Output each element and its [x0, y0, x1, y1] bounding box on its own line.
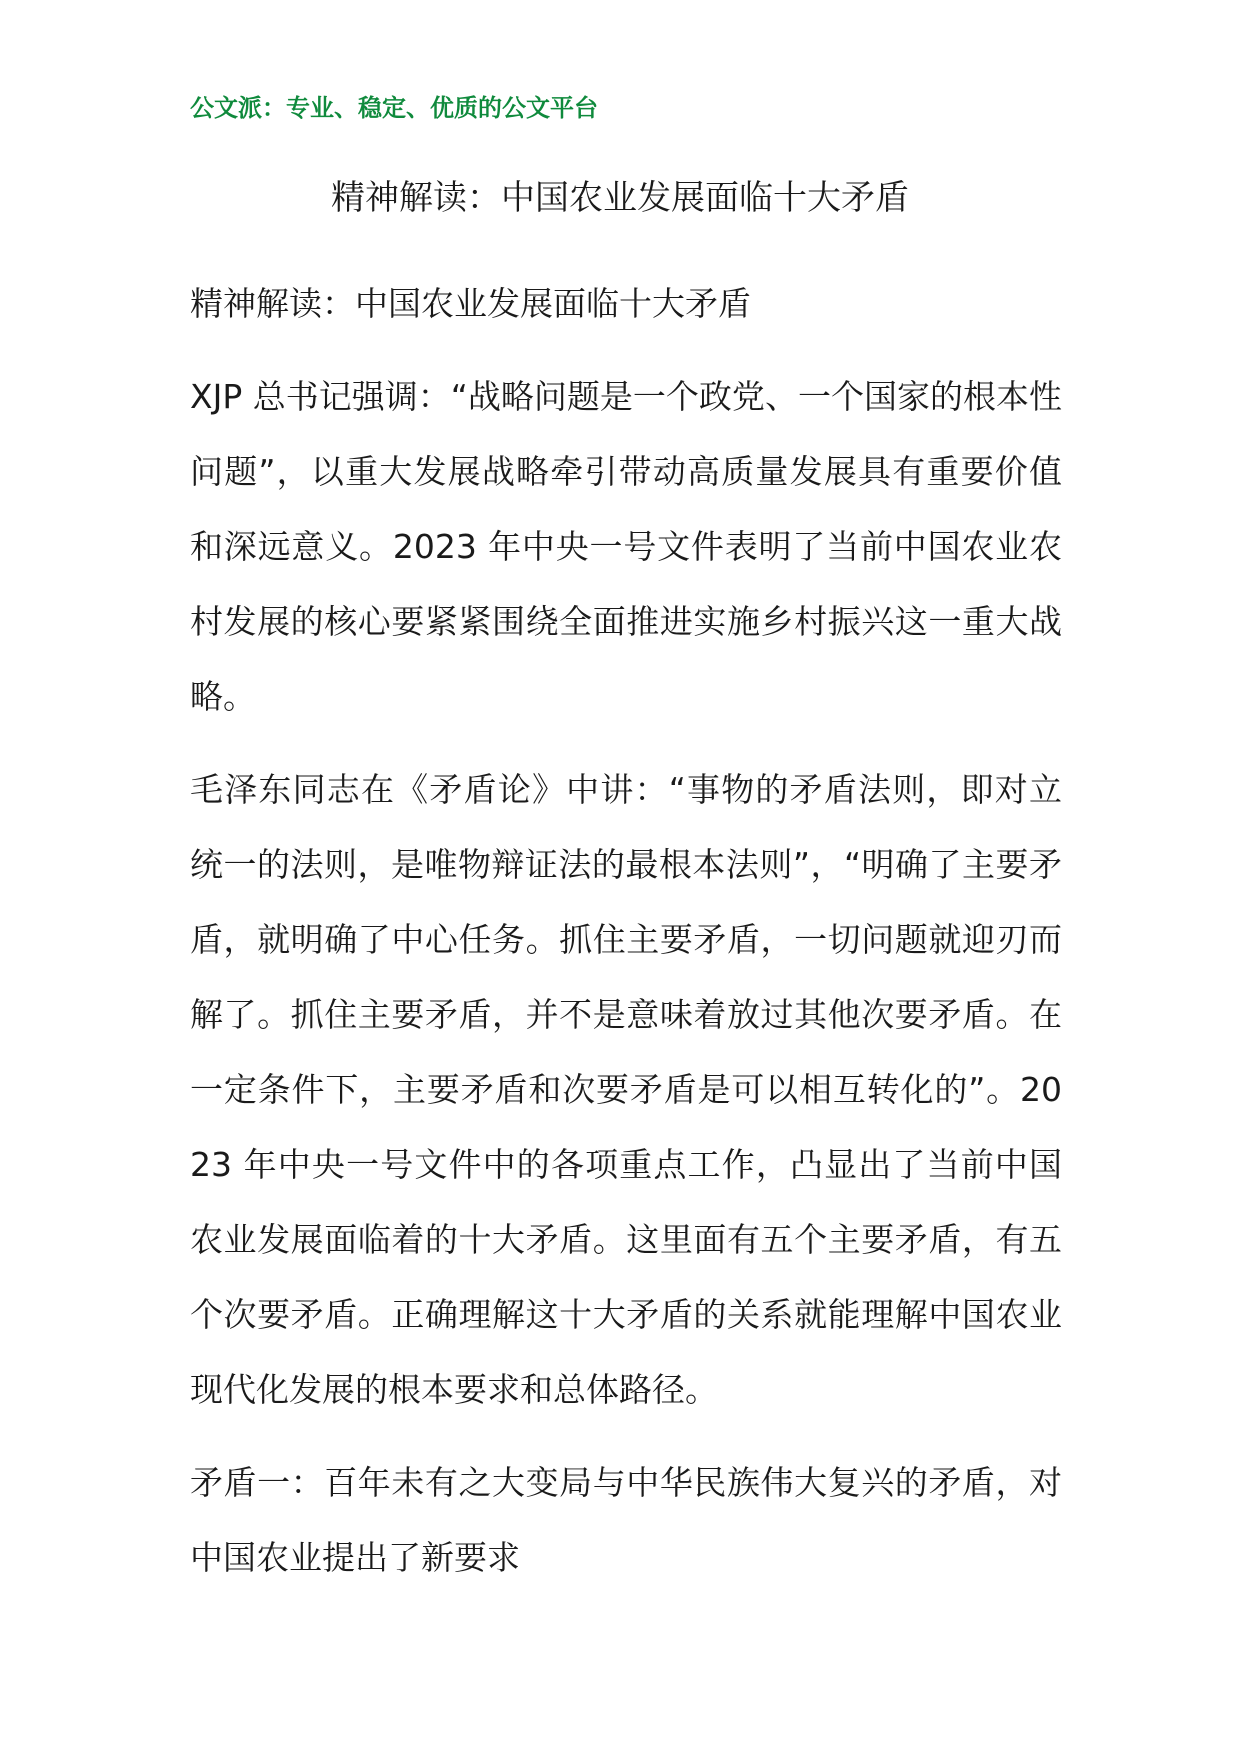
paragraph-quote-strategy: XJP 总书记强调：“战略问题是一个政党、一个国家的根本性问题”，以重大发展战略牵引带动高质量发展具有重要价值和深远意义。2023 年中央一号文件表明了当前中国农业农村发展的核心要紧紧围绕全面推进实施乡村振兴这一重大战略。 — [190, 377, 1062, 716]
paragraph-contradiction-theory: 毛泽东同志在《矛盾论》中讲：“事物的矛盾法则，即对立统一的法则，是唯物辩证法的最根本法则”，“明确了主要矛盾，就明确了中心任务。抓住主要矛盾，一切问题就迎刃而解了。抓住主要矛盾，并不是意味着放过其他次要矛盾。在一定条件下，主要矛盾和次要矛盾是可以相互转化的”。2023 年中央一号文件中的各项重点工作，凸显出了当前中国农业发展面临着的十大矛盾。这里面有五个主要矛盾，有五个次要矛盾。正确理解这十大矛盾的关系就能理解中国农业现代化发展的根本要求和总体路径。 — [190, 770, 1062, 1409]
document-body — [190, 266, 1062, 1613]
document-title: 精神解读：中国农业发展面临十大矛盾 — [331, 178, 909, 218]
paragraph-subtitle: 精神解读：中国农业发展面临十大矛盾 — [190, 284, 751, 323]
paragraph-contradiction-one: 矛盾一：百年未有之大变局与中华民族伟大复兴的矛盾，对中国农业提出了新要求 — [190, 1463, 1062, 1577]
platform-header-note: 公文派：专业、稳定、优质的公文平台 — [190, 94, 598, 122]
